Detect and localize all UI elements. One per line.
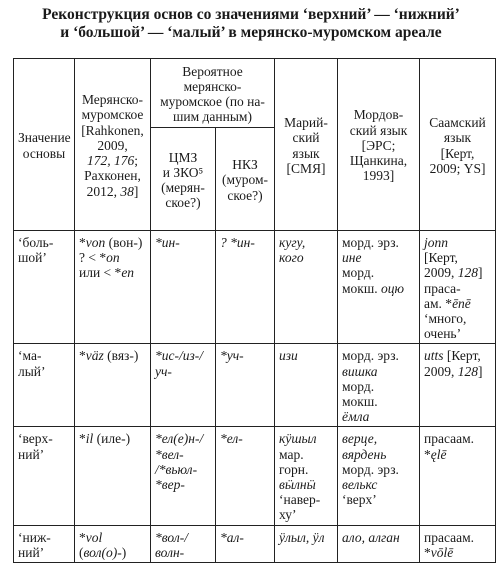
cell-saami bbox=[420, 525, 496, 562]
cell-merya-muroma bbox=[75, 525, 151, 562]
cell-mordvin bbox=[338, 427, 420, 525]
cell-tsmz: *вол-/ волн- bbox=[151, 525, 216, 562]
cell-merya-muroma bbox=[75, 231, 151, 344]
cell-mari: ӱлыл, ӱл bbox=[275, 525, 338, 562]
header-mordvin: Мордов- ский язык [ЭРС; Щанкина, 1993] bbox=[338, 59, 420, 231]
merya-big-text: *von (вон-) ? < *on или < *en bbox=[79, 235, 143, 281]
cell-saami bbox=[420, 344, 496, 427]
table-row bbox=[14, 344, 496, 427]
cell-mordvin: ало, алган bbox=[338, 525, 420, 562]
table-row bbox=[14, 525, 496, 562]
mordvin-upper-text: верце, вярдень морд. эрз. велькс ‘верх’ bbox=[342, 431, 399, 508]
header-page-ref-2012: 38 bbox=[120, 183, 134, 199]
cell-meaning: ‘ма- лый’ bbox=[14, 344, 75, 427]
cell-meaning: ‘ниж- ний’ bbox=[14, 525, 75, 562]
header-tsmz: ЦМЗ и ЗКО⁵ (мерян- ское?) bbox=[151, 128, 216, 231]
cell-mordvin bbox=[338, 344, 420, 427]
table-title bbox=[0, 6, 502, 42]
merya-lower-text: *vol (вол(о)-) bbox=[79, 529, 127, 560]
title-line-2: и ‘большой’ — ‘малый’ в мерянско-муромском ареале bbox=[60, 24, 442, 41]
cell-tsmz: *ел(е)н-/ *вел- /*вьюл- *вер- bbox=[151, 427, 216, 525]
header-row-1 bbox=[14, 59, 496, 128]
cell-mari: изи bbox=[275, 344, 338, 427]
cell-merya-muroma bbox=[75, 427, 151, 525]
merya-upper-text: *il (иле-) bbox=[79, 431, 131, 447]
cell-tsmz: *ис-/из-/ уч- bbox=[151, 344, 216, 427]
mari-upper-text: кӱшыл мар. горн. вӹлнӹ ‘навер- ху’ bbox=[279, 431, 321, 523]
cell-saami bbox=[420, 231, 496, 344]
header-nkz: НКЗ (муром- ское?) bbox=[216, 128, 275, 231]
reconstruction-table bbox=[13, 58, 496, 563]
saami-small-text: utts [Керт, 2009, 128] bbox=[424, 348, 483, 379]
cell-nkz: ? *ин- bbox=[216, 231, 275, 344]
saami-upper-text: прасаам. *ęlē bbox=[424, 431, 475, 462]
cell-merya-muroma bbox=[75, 344, 151, 427]
cell-mari bbox=[275, 427, 338, 525]
table-row bbox=[14, 231, 496, 344]
header-merya-muroma bbox=[75, 59, 151, 231]
header-meaning: Значение основы bbox=[14, 59, 75, 231]
header-merya-muroma-text: Мерянско- муромское [Rahkonen, 2009, 172, 176; Рахконен, 2012, 38] bbox=[81, 92, 144, 199]
cell-nkz: *ел- bbox=[216, 427, 275, 525]
cell-meaning: ‘боль- шой’ bbox=[14, 231, 75, 344]
cell-nkz: *ал- bbox=[216, 525, 275, 562]
cell-mari: кугу, кого bbox=[275, 231, 338, 344]
cell-tsmz: *ин- bbox=[151, 231, 216, 344]
mordvin-big-text: морд. эрз. ине морд. мокш. оцю bbox=[342, 235, 405, 296]
header-page-refs: 172, 176 bbox=[86, 153, 135, 169]
header-probable: Вероятное мерянско- муромское (по на- шим данным) bbox=[151, 59, 275, 128]
header-saami: Саамский язык [Керт, 2009; YS] bbox=[420, 59, 496, 231]
cell-nkz: *уч- bbox=[216, 344, 275, 427]
title-line-1: Реконструкция основ со значениями ‘верхний’ — ‘нижний’ bbox=[42, 6, 460, 23]
mordvin-small-text: морд. эрз. вишка морд. мокш. ёмла bbox=[342, 348, 399, 425]
header-mari: Марий- ский язык [СМЯ] bbox=[275, 59, 338, 231]
table-row bbox=[14, 427, 496, 525]
merya-small-text: *väz (вяз-) bbox=[79, 348, 139, 364]
cell-meaning: ‘верх- ний’ bbox=[14, 427, 75, 525]
cell-mordvin bbox=[338, 231, 420, 344]
cell-saami bbox=[420, 427, 496, 525]
saami-lower-text: прасаам. *vōlē bbox=[424, 529, 475, 560]
saami-big-text: jonn [Керт, 2009, 128] праса- ам. *ēnē ‘много, очень’ bbox=[424, 235, 483, 342]
